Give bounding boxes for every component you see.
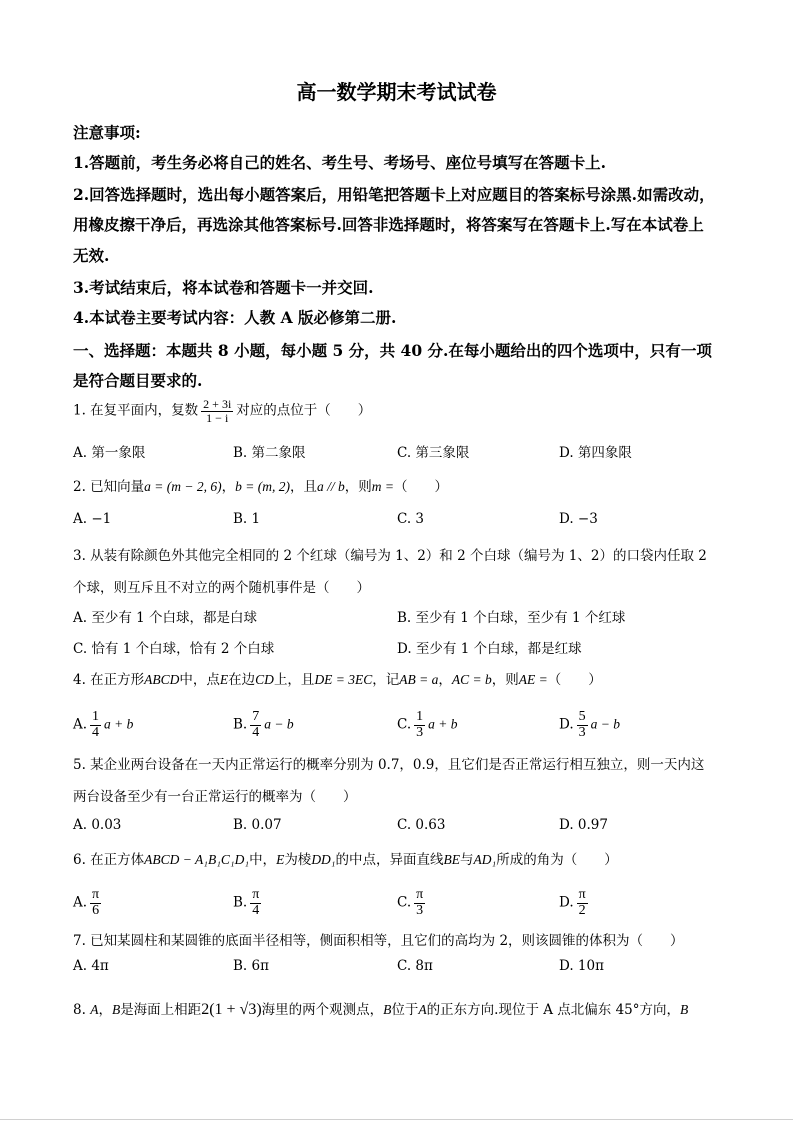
notice-item-1: 1.答题前，考生务必将自己的姓名、考生号、考场号、座位号填写在答题卡上. xyxy=(73,153,607,172)
question-6 xyxy=(73,848,618,868)
notice-item-2-line-3: 无效. xyxy=(73,246,110,265)
question-4-option-d-label: D. xyxy=(559,716,574,733)
question-6-edge: DD₁ xyxy=(311,852,336,867)
question-4-option-b-fraction xyxy=(250,710,261,740)
question-4-text-6: ，则 xyxy=(491,672,519,688)
question-8-sep: ， xyxy=(98,1002,112,1018)
question-6-text-1: 中， xyxy=(249,852,277,868)
question-2-sep-2: ，且 xyxy=(290,479,317,495)
question-4-option-a-fraction xyxy=(90,710,101,740)
question-6-option-d-fraction xyxy=(577,888,588,918)
question-4-side: CD xyxy=(255,672,274,687)
notice-item-3: 3.考试结束后，将本试卷和答题卡一并交回. xyxy=(73,278,374,297)
question-1-option-a: A. 第一象限 xyxy=(73,445,146,461)
question-3-line-2: 个球，则互斥且不对立的两个随机事件是（ ） xyxy=(73,580,370,596)
question-6-cube: ABCD − A₁B₁C₁D₁ xyxy=(144,852,250,867)
question-4-text-4: ，记 xyxy=(372,672,400,688)
question-4-option-d xyxy=(559,710,620,740)
question-4-option-d-den: 3 xyxy=(578,724,586,740)
question-4-text-1: 中，点 xyxy=(179,672,220,688)
question-6-option-c-label: C. xyxy=(397,894,412,911)
question-2 xyxy=(73,475,448,495)
question-6-option-d-label: D. xyxy=(559,894,574,911)
question-2-vector-a: a = (m − 2, 6) xyxy=(144,479,222,494)
question-4-option-a-expr: a + b xyxy=(104,716,134,732)
question-6-text-4: 与 xyxy=(460,852,474,868)
question-4-relation: DE = 3EC xyxy=(314,672,373,687)
question-4-text-3: 上，且 xyxy=(273,672,315,688)
question-4-vector-ae: AE = xyxy=(518,672,548,687)
question-4-option-b-den: 4 xyxy=(252,724,260,740)
question-4-option-a-num: 1 xyxy=(92,709,100,724)
question-2-option-d: D. −3 xyxy=(559,511,598,527)
question-1-numerator: 2 + 3i xyxy=(203,397,232,411)
question-7-option-d: D. 10π xyxy=(559,958,604,974)
question-4-option-d-fraction xyxy=(577,710,588,740)
question-1 xyxy=(73,398,371,424)
question-6-line-ad1: AD₁ xyxy=(473,852,497,867)
page-bottom-divider xyxy=(0,1119,793,1120)
question-6-text-2: 为棱 xyxy=(284,852,312,868)
question-4-option-a-den: 4 xyxy=(92,724,100,740)
question-2-parallel-condition: a // b xyxy=(317,479,345,494)
question-4-stem-post: （ ） xyxy=(547,672,602,688)
question-3-option-d: D. 至少有 1 个白球，都是红球 xyxy=(397,641,582,657)
section-heading-line-2: 是符合题目要求的. xyxy=(73,371,203,390)
question-6-option-a-fraction xyxy=(90,888,101,918)
question-2-sep-1: ， xyxy=(221,479,236,495)
question-4-text-2: 在边 xyxy=(228,672,256,688)
question-6-line-be: BE xyxy=(443,852,461,867)
question-3-line-1: 3. 从装有除颜色外其他完全相同的 2 个红球（编号为 1、2）和 2 个白球（编号为 1、2）的口袋内任取 2 xyxy=(73,548,707,564)
notice-item-4: 4.本试卷主要考试内容：人教 A 版必修第二册. xyxy=(73,308,397,327)
question-8-point-b-3: B xyxy=(680,1002,689,1017)
question-2-vector-b: b = (m, 2) xyxy=(235,479,290,494)
question-6-option-c-num: π xyxy=(416,887,424,902)
question-4-option-b-label: B. xyxy=(233,716,248,733)
question-4-square: ABCD xyxy=(144,672,180,687)
question-2-option-a: A. −1 xyxy=(73,511,112,527)
question-7: 7. 已知某圆柱和某圆锥的底面半径相等，侧面积相等，且它们的高均为 2，则该圆锥的体积为（ ） xyxy=(73,933,684,949)
question-4-option-a xyxy=(73,710,133,740)
question-6-option-b-den: 4 xyxy=(252,902,260,918)
question-4-vector-ab: AB = a xyxy=(399,672,439,687)
question-6-text-3: 的中点，异面直线 xyxy=(335,852,444,868)
question-4-option-c xyxy=(397,710,458,740)
question-8-text-3: 位于 xyxy=(391,1002,419,1018)
question-6-option-b-label: B. xyxy=(233,894,248,911)
question-2-stem-pre: 2. 已知向量 xyxy=(73,479,145,495)
question-8-text-2: 海里的两个观测点， xyxy=(261,1002,384,1018)
question-2-stem-post: （ ） xyxy=(394,479,448,495)
question-4-point-e: E xyxy=(219,672,229,687)
question-4-option-a-label: A. xyxy=(73,716,88,733)
question-2-option-b: B. 1 xyxy=(233,511,261,527)
question-2-m-equals: m = xyxy=(371,479,394,494)
question-3-option-c: C. 恰有 1 个白球，恰有 2 个白球 xyxy=(73,641,275,657)
question-1-option-b: B. 第二象限 xyxy=(233,445,306,461)
question-6-option-a xyxy=(73,888,104,918)
question-1-option-d: D. 第四象限 xyxy=(559,445,632,461)
question-4-option-b xyxy=(233,710,294,740)
question-6-option-d-num: π xyxy=(578,887,586,902)
question-6-option-a-label: A. xyxy=(73,894,88,911)
question-8-distance: 2(1 + √3) xyxy=(201,1001,262,1018)
question-6-option-d xyxy=(559,888,591,918)
question-2-option-c: C. 3 xyxy=(397,511,425,527)
question-6-option-b-fraction xyxy=(250,888,261,918)
question-1-denominator: 1 − i xyxy=(206,410,229,425)
question-4-option-c-fraction xyxy=(414,710,425,740)
question-3-option-b: B. 至少有 1 个白球，至少有 1 个红球 xyxy=(397,610,626,626)
question-4-vector-ac: AC = b xyxy=(451,672,492,687)
question-6-option-b-num: π xyxy=(252,887,260,902)
question-8-text-4: 的正东方向.现位于 A 点北偏东 45°方向， xyxy=(426,1002,680,1018)
question-5-option-b: B. 0.07 xyxy=(233,817,282,833)
question-6-point-e: E xyxy=(276,852,285,867)
question-6-option-c-fraction xyxy=(414,888,425,918)
question-8-text-1: 是海面上相距 xyxy=(120,1002,202,1018)
question-1-fraction xyxy=(201,398,233,424)
notice-item-2-line-2: 用橡皮擦干净后，再选涂其他答案标号.回答非选择题时，将答案写在答题卡上.写在本试卷上 xyxy=(73,215,704,234)
question-5-line-1: 5. 某企业两台设备在一天内正常运行的概率分别为 0.7，0.9，且它们是否正常运行相互独立，则一天内这 xyxy=(73,757,705,773)
question-4-text-5: ， xyxy=(438,672,452,688)
question-4-option-c-num: 1 xyxy=(416,709,424,724)
question-5-option-a: A. 0.03 xyxy=(73,817,122,833)
question-8-point-a: A xyxy=(90,1002,99,1017)
question-4-option-b-expr: a − b xyxy=(264,716,294,732)
notice-heading: 注意事项: xyxy=(73,123,141,142)
question-1-option-c: C. 第三象限 xyxy=(397,445,470,461)
page-title: 高一数学期末考试试卷 xyxy=(296,80,497,104)
section-heading-line-1: 一、选择题：本题共 8 小题，每小题 5 分，共 40 分.在每小题给出的四个选项中，只有一项 xyxy=(73,341,712,360)
question-5-option-c: C. 0.63 xyxy=(397,817,446,833)
question-4-option-b-num: 7 xyxy=(252,709,260,724)
question-6-option-b xyxy=(233,888,264,918)
question-4-option-c-label: C. xyxy=(397,716,412,733)
question-2-sep-3: ，则 xyxy=(344,479,372,495)
question-1-stem-pre: 1. 在复平面内，复数 xyxy=(73,402,199,419)
question-5-line-2: 两台设备至少有一台正常运行的概率为（ ） xyxy=(73,789,357,805)
question-1-stem-post: 对应的点位于（ ） xyxy=(236,402,372,419)
question-7-option-c: C. 8π xyxy=(397,958,433,974)
question-3-option-a: A. 至少有 1 个白球，都是白球 xyxy=(73,610,258,626)
question-6-stem-post: 所成的角为（ ） xyxy=(496,852,618,868)
question-4-stem-pre: 4. 在正方形 xyxy=(73,672,145,688)
question-8-point-a-2: A xyxy=(418,1002,427,1017)
notice-item-2-line-1: 2.回答选择题时，选出每小题答案后，用铅笔把答题卡上对应题目的答案标号涂黑.如需改动， xyxy=(73,185,715,204)
question-4-option-c-expr: a + b xyxy=(428,716,458,732)
question-7-option-a: A. 4π xyxy=(73,958,109,974)
question-6-option-d-den: 2 xyxy=(578,902,586,918)
question-7-option-b: B. 6π xyxy=(233,958,269,974)
question-8-point-b-2: B xyxy=(383,1002,392,1017)
question-4 xyxy=(73,668,602,688)
question-8-number: 8. xyxy=(73,1002,86,1018)
question-6-stem-pre: 6. 在正方体 xyxy=(73,852,145,868)
question-8-point-b: B xyxy=(111,1002,121,1017)
question-6-option-a-den: 6 xyxy=(92,902,100,918)
question-4-option-d-expr: a − b xyxy=(590,716,621,732)
question-4-option-d-num: 5 xyxy=(578,709,586,724)
question-5-option-d: D. 0.97 xyxy=(559,817,608,833)
question-6-option-a-num: π xyxy=(92,887,100,902)
question-4-option-c-den: 3 xyxy=(416,724,424,740)
question-6-option-c-den: 3 xyxy=(416,902,424,918)
question-6-option-c xyxy=(397,888,428,918)
question-8 xyxy=(73,998,688,1019)
